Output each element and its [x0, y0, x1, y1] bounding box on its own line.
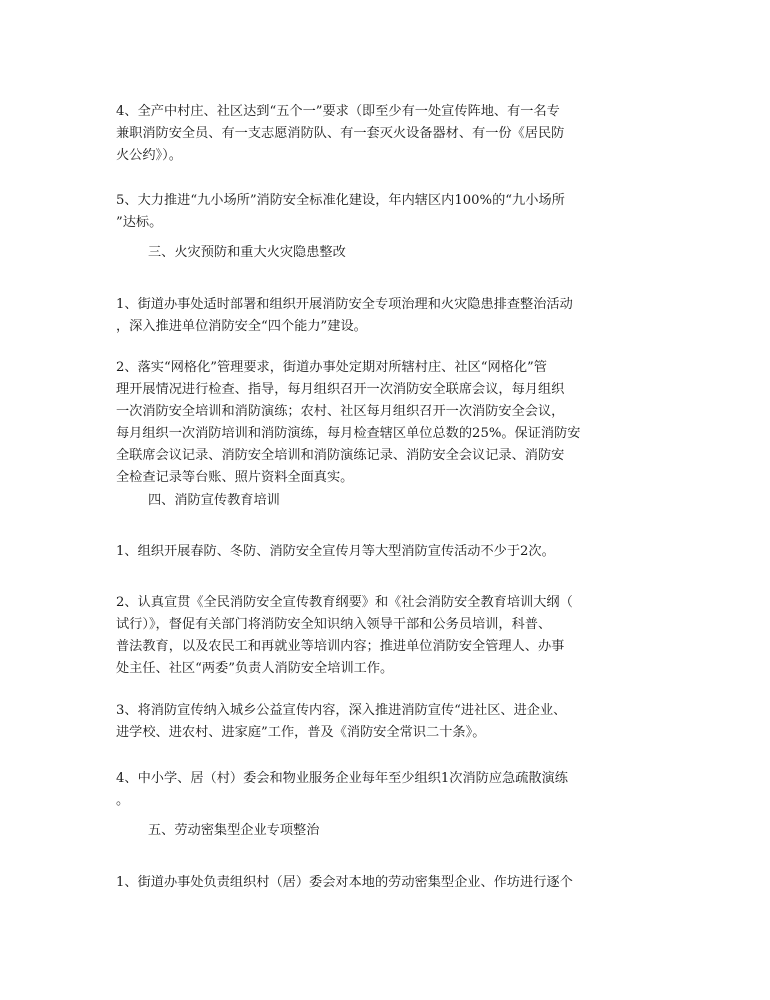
- paragraph-item-4-five-ones: 4、全产中村庄、社区达到“五个一”要求（即至少有一处宣传阵地、有一名专 兼职消防安全员、有一支志愿消防队、有一套灭火设备器材、有一份《居民防 火公约》）。: [116, 104, 565, 163]
- paragraph-4-item-1: 1、组织开展春防、冬防、消防安全宣传月等大型消防宣传活动不少于2次。: [116, 544, 555, 559]
- section-heading-3: 三、火灾预防和重大火灾隐患整改: [148, 245, 346, 260]
- paragraph-4-item-3: 3、将消防宣传纳入城乡公益宣传内容，深入推进消防宣传“进社区、进企业、 进学校、进农村、进家庭”工作，普及《消防安全常识二十条》。: [116, 703, 567, 740]
- paragraph-4-item-2: 2、认真宣贯《全民消防安全宣传教育纲要》和《社会消防安全教育培训大纲（ 试行）》，督促有关部门将消防安全知识纳入领导干部和公务员培训，科普、 普法教育，以及农民工和再就业等培训内容；推进单位消防安全管理人、办事 处主任、社区“两委”负责人消防安全培训工作。: [116, 595, 573, 676]
- paragraph-3-item-1: 1、街道办事处适时部署和组织开展消防安全专项治理和火灾隐患排查整治活动 ，深入推进单位消防安全“四个能力”建设。: [116, 297, 573, 334]
- section-heading-5: 五、劳动密集型企业专项整治: [148, 823, 320, 838]
- paragraph-3-item-2: 2、落实“网格化”管理要求，街道办事处定期对所辖村庄、社区“网格化”管 理开展情况进行检查、指导，每月组织召开一次消防安全联席会议，每月组织 一次消防安全培训和消防演练；农村、社区每月组织召开一次消防安全会议， 每月组织一次消防培训和消防演练，每月检查辖区单位总数的25%。保证消防安 全联席会议记录、消防安全培训和消防演练记录、消防安全会议记录、消防安 全检查记录等台账、照片资料全面真实。: [116, 360, 581, 485]
- paragraph-4-item-4: 4、中小学、居（村）委会和物业服务企业每年至少组织1次消防应急疏散演练 。: [116, 771, 568, 808]
- paragraph-5-item-1: 1、街道办事处负责组织村（居）委会对本地的劳动密集型企业、作坊进行逐个: [116, 875, 573, 890]
- section-heading-4: 四、消防宣传教育培训: [148, 493, 280, 508]
- paragraph-item-5-nine-small-venues: 5、大力推进“九小场所”消防安全标准化建设，年内辖区内100%的“九小场所 ”达标。: [116, 193, 565, 230]
